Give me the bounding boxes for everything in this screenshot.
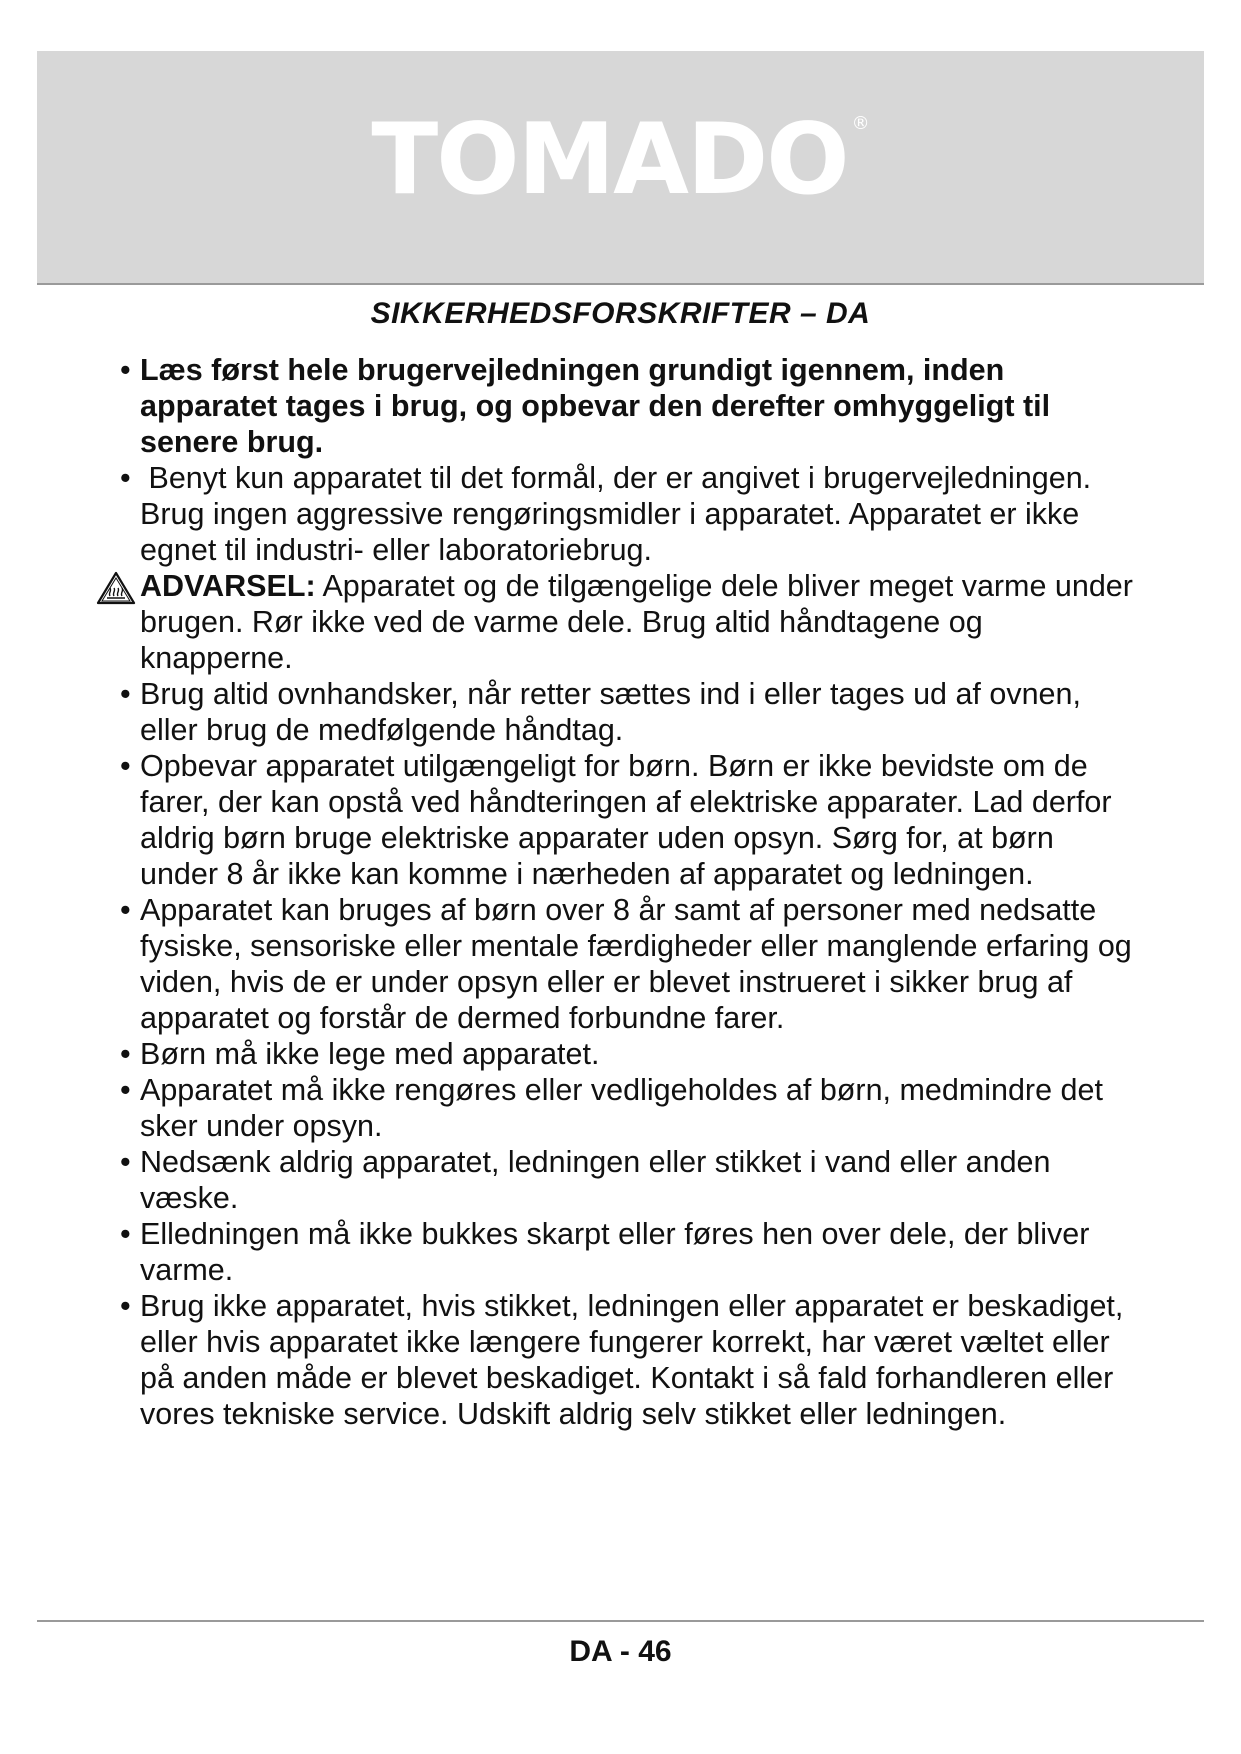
list-item bbox=[120, 892, 1140, 1036]
list-item bbox=[120, 460, 1140, 568]
registered-mark: ® bbox=[851, 113, 870, 134]
list-item bbox=[120, 676, 1140, 748]
hot-surface-warning-icon bbox=[96, 568, 140, 613]
list-item-text: Nedsænk aldrig apparatet, ledningen eller stikket i vand eller anden væske. bbox=[140, 1145, 1051, 1215]
warning-text-block bbox=[140, 568, 1140, 676]
list-item bbox=[120, 1036, 1140, 1072]
list-item bbox=[120, 748, 1140, 892]
list-item-text: Apparatet må ikke rengøres eller vedligeholdes af børn, medmindre det sker under opsyn. bbox=[140, 1073, 1103, 1143]
bullet: • bbox=[120, 1037, 131, 1071]
list-item bbox=[120, 1288, 1140, 1432]
brand-logo bbox=[37, 103, 1204, 217]
warning-text: Apparatet og de tilgængelige dele bliver meget varme under brugen. Rør ikke ved de varme dele. Brug altid håndtagene og knapperne. bbox=[140, 569, 1133, 675]
list-item-text: Børn må ikke lege med apparatet. bbox=[140, 1037, 600, 1071]
bullet: • bbox=[120, 1289, 131, 1323]
brand-name: TOMADO bbox=[371, 103, 848, 217]
bullet: • bbox=[120, 893, 131, 927]
list-item-text: Elledningen må ikke bukkes skarpt eller føres hen over dele, der bliver varme. bbox=[140, 1217, 1090, 1287]
page-number: DA - 46 bbox=[569, 1635, 672, 1668]
list-item-text: Læs først hele brugervejledningen grundigt igennem, inden apparatet tages i brug, og opbevar den derefter omhyggeligt til senere brug. bbox=[140, 353, 1051, 459]
header-band bbox=[37, 51, 1204, 285]
bullet: • bbox=[120, 1073, 131, 1107]
warning-label: ADVARSEL: bbox=[140, 569, 316, 603]
list-item-text: Benyt kun apparatet til det formål, der er angivet i brugervejledningen. Brug ingen aggressive rengøringsmidler i apparatet. Apparatet er ikke egnet til industri- eller laboratoriebrug. bbox=[140, 461, 1100, 567]
section-title: SIKKERHEDSFORSKRIFTER – DA bbox=[370, 297, 871, 330]
bullet: • bbox=[120, 353, 131, 387]
list-item bbox=[120, 352, 1140, 460]
bullet: • bbox=[120, 677, 131, 711]
list-item-text: Brug ikke apparatet, hvis stikket, ledningen eller apparatet er beskadiget, eller hvis apparatet ikke længere fungerer korrekt, har været væltet eller på anden måde er blevet beskadiget. Kontakt i så fald forhandleren eller vores tekniske service. Udskift aldrig selv stikket eller ledningen. bbox=[140, 1289, 1124, 1431]
warning-item bbox=[120, 568, 1140, 676]
footer-divider bbox=[37, 1620, 1204, 1622]
list-item bbox=[120, 1072, 1140, 1144]
bullet: • bbox=[120, 1217, 131, 1251]
bullet: • bbox=[120, 461, 131, 495]
list-item-text: Apparatet kan bruges af børn over 8 år samt af personer med nedsatte fysiske, sensoriske eller mentale færdigheder eller manglende erfaring og viden, hvis de er under opsyn eller er blevet instrueret i sikker brug af apparatet og forstår de dermed forbundne farer. bbox=[140, 893, 1132, 1035]
list-item bbox=[120, 1216, 1140, 1288]
list-item-text: Opbevar apparatet utilgængeligt for børn. Børn er ikke bevidste om de farer, der kan opstå ved håndteringen af elektriske apparater. Lad derfor aldrig børn bruge elektriske apparater uden opsyn. Sørg for, at børn under 8 år ikke kan komme i nærheden af apparatet og ledningen. bbox=[140, 749, 1112, 891]
bullet: • bbox=[120, 1145, 131, 1179]
safety-instructions-list bbox=[120, 352, 1140, 1432]
list-item-text: Brug altid ovnhandsker, når retter sættes ind i eller tages ud af ovnen, eller brug de medfølgende håndtag. bbox=[140, 677, 1081, 747]
bullet: • bbox=[120, 749, 131, 783]
list-item bbox=[120, 1144, 1140, 1216]
